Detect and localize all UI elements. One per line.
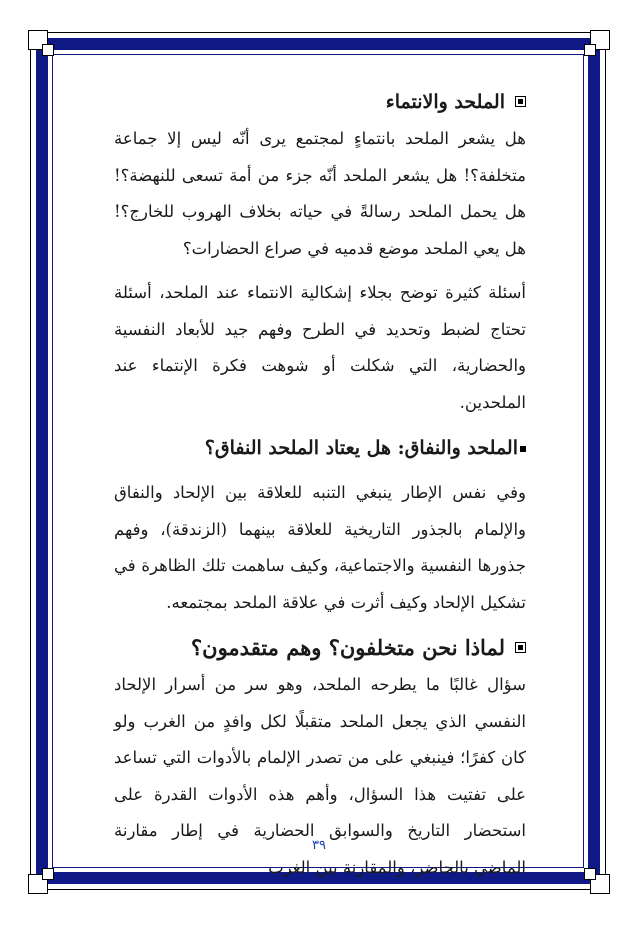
section-heading-hypocrisy [114, 429, 526, 467]
corner-ornament-top-left [28, 30, 62, 64]
corner-ornament-bottom-left [28, 860, 62, 894]
page-content [114, 83, 526, 886]
square-bullet-icon [515, 96, 526, 107]
corner-ornament-top-right [576, 30, 610, 64]
page-number: ٣٩ [312, 838, 326, 853]
section-heading-backwardness [114, 629, 526, 667]
corner-ornament-bottom-right [576, 860, 610, 894]
paragraph-backwardness: سؤال غالبًا ما يطرحه الملحد، وهو سر من أسرار الإلحاد النفسي الذي يجعل الملحد متقبلًا لكل وافدٍ من الغرب ولو كان كفرًا؛ فينبغي على من تصدر الإلمام بالأدوات التي تساعد على تفتيت هذا السؤال، وأهم هذه الأدوات القدرة على استحضار التاريخ والسوابق الحضارية في إطار مقارنة الماضي بالحاضر، والمقارنة بين الغرب [114, 675, 526, 877]
section-heading-belonging [114, 83, 526, 121]
heading-text: الملحد والنفاق: هل يعتاد الملحد النفاق؟ [204, 437, 518, 459]
heading-text: لماذا نحن متخلفون؟ وهم متقدمون؟ [191, 635, 505, 660]
square-bullet-icon [515, 642, 526, 653]
paragraph-hypocrisy: وفي نفس الإطار ينبغي التنبه للعلاقة بين الإلحاد والنفاق والإلمام بالجذور التاريخية للعلاقة بينهما (الزندقة)، وفهم جذورها النفسية والاجتماعية، وكيف ساهمت تلك الظاهرة في تشكيل الإلحاد وكيف أثرت في علاقة الملحد بمجتمعه. [114, 483, 526, 612]
paragraph-belonging-questions: هل يشعر الملحد بانتماءٍ لمجتمع يرى أنّه ليس إلا جماعة متخلفة؟! هل يشعر الملحد أنّه جزء من أمة تسعى للنهضة؟! هل يحمل الملحد رسالةً في حياته بخلاف الهروب للخارج؟! هل يعي الملحد موضع قدميه في صراع الحضارات؟ [114, 129, 526, 258]
heading-text: الملحد والانتماء [385, 91, 505, 113]
square-bullet-icon [520, 446, 526, 452]
paragraph-belonging-explanation: أسئلة كثيرة توضح بجلاء إشكالية الانتماء عند الملحد، أسئلة تحتاج لضبط وتحديد في الطرح وفهم جيد للأبعاد النفسية والحضارية، التي شكلت أو شوهت فكرة الإنتماء عند الملحدين. [114, 283, 526, 412]
